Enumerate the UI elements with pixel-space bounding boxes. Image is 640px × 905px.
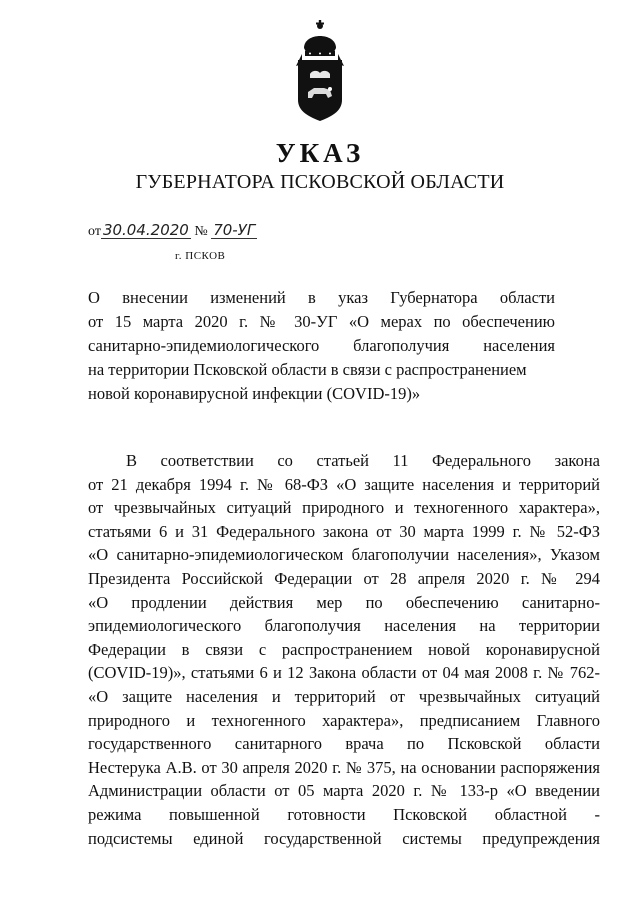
number-prefix: № xyxy=(194,224,208,239)
date-prefix: от xyxy=(88,224,101,239)
body-line: от чрезвычайных ситуаций природного и техногенного характера», xyxy=(88,498,600,518)
city-label: г. ПСКОВ xyxy=(175,250,226,262)
heading-line: О внесении изменений в указ Губернатора области xyxy=(88,288,555,307)
body-line: В соответствии со статьей 11 Федерального закона xyxy=(126,451,600,470)
handwritten-number: 70-УГ xyxy=(213,221,256,239)
heading-line: санитарно-эпидемиологического благополучия населения xyxy=(88,336,555,355)
body-line: «О санитарно-эпидемиологическом благополучии населения», Указом xyxy=(88,545,600,565)
body-line: государственного санитарного врача по Псковской области xyxy=(88,734,600,754)
body-line: режима повышенной готовности Псковской областной - xyxy=(88,804,600,824)
body-line: (COVID-19)», статьями 6 и 12 Закона области от 04 мая 2008 г. № 762- xyxy=(88,663,600,683)
body-line: Президента Российской Федерации от 28 апреля 2020 г. № 294 xyxy=(88,568,600,588)
document-title: УКАЗ xyxy=(275,138,365,168)
date-number-line xyxy=(88,222,257,244)
document-subtitle: ГУБЕРНАТОРА ПСКОВСКОЙ ОБЛАСТИ xyxy=(135,171,505,193)
body-line: от 21 декабря 1994 г. № 68-ФЗ «О защите населения и территорий xyxy=(88,474,600,494)
body-line: Администрации области от 05 марта 2020 г. № 133-р «О введении xyxy=(88,781,600,801)
heading-line: от 15 марта 2020 г. № 30-УГ «О мерах по обеспечению xyxy=(88,312,555,331)
heading-line: новой коронавирусной инфекции (COVID-19)» xyxy=(88,384,421,403)
handwritten-date: 30.04.2020 xyxy=(102,221,189,239)
decree-body xyxy=(88,449,600,850)
decree-heading xyxy=(88,286,555,406)
body-line: Нестерука А.В. от 30 апреля 2020 г. № 375, на основании распоряжения xyxy=(88,757,600,777)
body-line: Федерации в связи с распространением новой коронавирусной xyxy=(88,639,600,659)
coat-of-arms-icon xyxy=(290,18,350,122)
body-line: природного и техногенного характера», предписанием Главного xyxy=(88,710,600,730)
body-line: подсистемы единой государственной системы предупреждения xyxy=(88,828,600,848)
body-line: «О защите населения и территорий от чрезвычайных ситуаций xyxy=(88,686,600,706)
heading-line: на территории Псковской области в связи с распространением xyxy=(88,360,527,379)
body-line: эпидемиологического благополучия населения на территории xyxy=(88,616,600,636)
body-line: статьями 6 и 31 Федерального закона от 30 марта 1999 г. № 52-ФЗ xyxy=(88,521,600,541)
body-line: «О продлении действия мер по обеспечению санитарно- xyxy=(88,592,600,612)
